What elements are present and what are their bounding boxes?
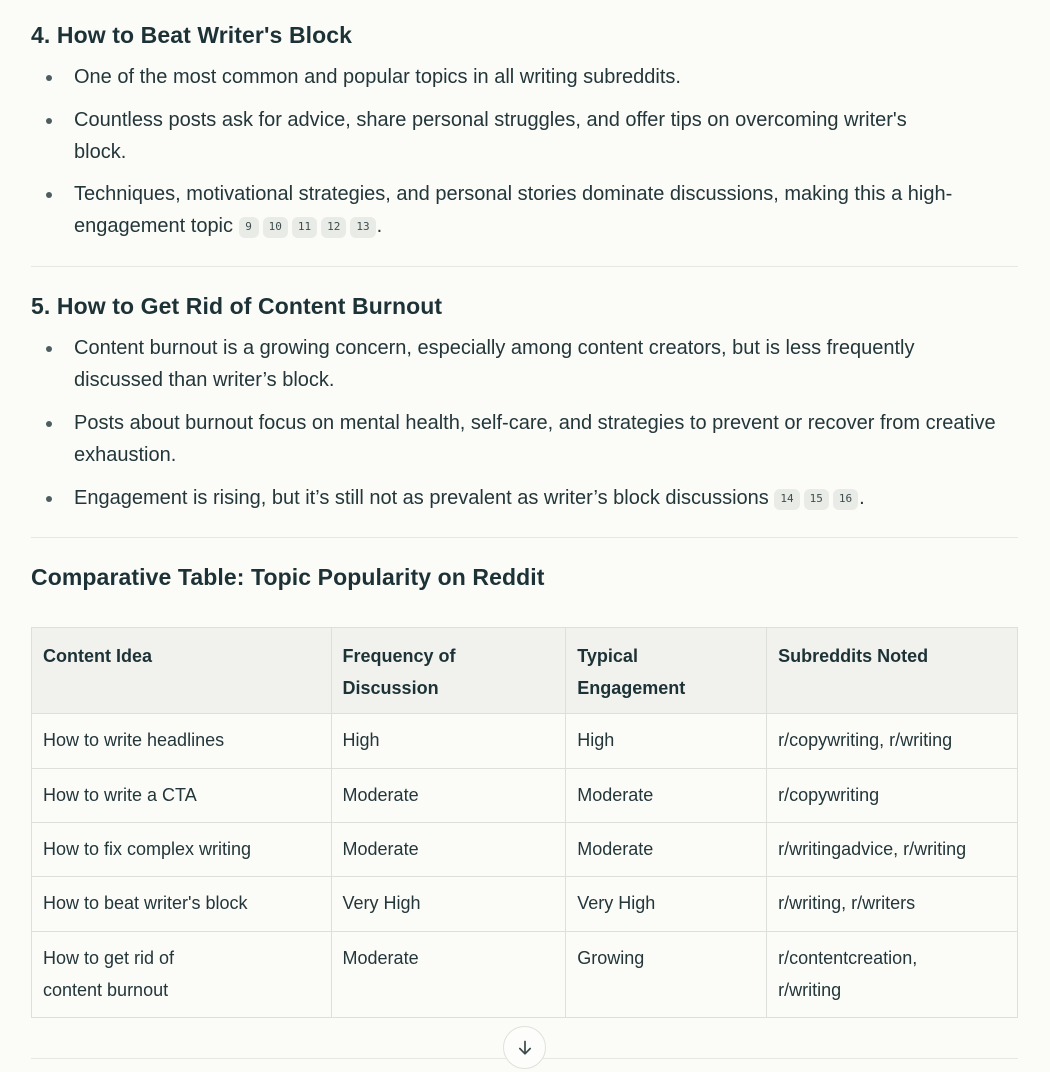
divider bbox=[31, 266, 1018, 267]
table-cell: High bbox=[566, 714, 767, 769]
scroll-to-bottom-button[interactable] bbox=[503, 1026, 546, 1069]
column-header: Subreddits Noted bbox=[767, 628, 1018, 714]
citation-badge[interactable]: 14 bbox=[774, 489, 799, 510]
section-heading-writers-block: 4. How to Beat Writer's Block bbox=[31, 22, 353, 48]
list-item: Content burnout is a growing concern, especially among content creators, but is less frequently discussed than writer’s block. bbox=[31, 332, 1018, 396]
citation-badge[interactable]: 10 bbox=[263, 217, 288, 238]
citation-badge[interactable]: 9 bbox=[239, 217, 259, 238]
table-cell: High bbox=[331, 714, 566, 769]
column-header: Content Idea bbox=[32, 628, 332, 714]
arrow-down-icon bbox=[516, 1039, 534, 1057]
table-cell: Growing bbox=[566, 932, 767, 1018]
table-cell: How to beat writer's block bbox=[32, 877, 332, 932]
list-item-text: Techniques, motivational strategies, and personal stories dominate discussions, making this a high-engagement topic bbox=[74, 183, 953, 237]
table-row bbox=[32, 823, 1018, 877]
column-header: Typical Engagement bbox=[566, 628, 767, 714]
table-cell: r/writingadvice, r/writing bbox=[767, 823, 1018, 877]
section-4-bullets bbox=[31, 61, 1018, 242]
table-heading: Comparative Table: Topic Popularity on Reddit bbox=[31, 564, 545, 590]
table-cell: r/writing, r/writers bbox=[767, 877, 1018, 932]
citation-badge[interactable]: 13 bbox=[350, 217, 375, 238]
period: . bbox=[859, 487, 865, 509]
table-cell: Moderate bbox=[331, 823, 566, 877]
citation-badge[interactable]: 11 bbox=[292, 217, 317, 238]
table-cell: Moderate bbox=[566, 823, 767, 877]
table-row bbox=[32, 769, 1018, 823]
citation-badge[interactable]: 15 bbox=[804, 489, 829, 510]
section-heading-content-burnout: 5. How to Get Rid of Content Burnout bbox=[31, 293, 443, 319]
list-item: Posts about burnout focus on mental health, self-care, and strategies to prevent or recover from creative exhaustion. bbox=[31, 407, 1018, 471]
column-header: Frequency of Discussion bbox=[331, 628, 566, 714]
table-cell: r/copywriting bbox=[767, 769, 1018, 823]
table-row bbox=[32, 714, 1018, 769]
list-item bbox=[31, 482, 1018, 514]
comparison-table bbox=[31, 627, 1018, 1018]
table-cell: How to write a CTA bbox=[32, 769, 332, 823]
period: . bbox=[376, 215, 383, 237]
table-cell: Moderate bbox=[331, 769, 566, 823]
table-row bbox=[32, 877, 1018, 932]
divider bbox=[31, 537, 1018, 538]
list-item-text: Engagement is rising, but it’s still not as prevalent as writer’s block discussions bbox=[74, 487, 769, 509]
table-cell: How to get rid of content burnout bbox=[32, 932, 332, 1018]
response-content bbox=[31, 0, 1018, 1059]
section-5-bullets bbox=[31, 332, 1018, 514]
table-cell: Moderate bbox=[566, 769, 767, 823]
table-cell: How to write headlines bbox=[32, 714, 332, 769]
table-cell: How to fix complex writing bbox=[32, 823, 332, 877]
table-cell: Very High bbox=[331, 877, 566, 932]
table-cell: r/copywriting, r/writing bbox=[767, 714, 1018, 769]
table-header-row bbox=[32, 628, 1018, 714]
list-item: One of the most common and popular topics in all writing subreddits. bbox=[31, 61, 1018, 93]
table-cell: Moderate bbox=[331, 932, 566, 1018]
citation-badge[interactable]: 16 bbox=[833, 489, 858, 510]
table-cell: r/contentcreation, r/writing bbox=[767, 932, 1018, 1018]
citation-badge[interactable]: 12 bbox=[321, 217, 346, 238]
table-row bbox=[32, 932, 1018, 1018]
list-item: Countless posts ask for advice, share personal struggles, and offer tips on overcoming writer's block. bbox=[31, 104, 1018, 168]
table-cell: Very High bbox=[566, 877, 767, 932]
list-item bbox=[31, 178, 1018, 242]
